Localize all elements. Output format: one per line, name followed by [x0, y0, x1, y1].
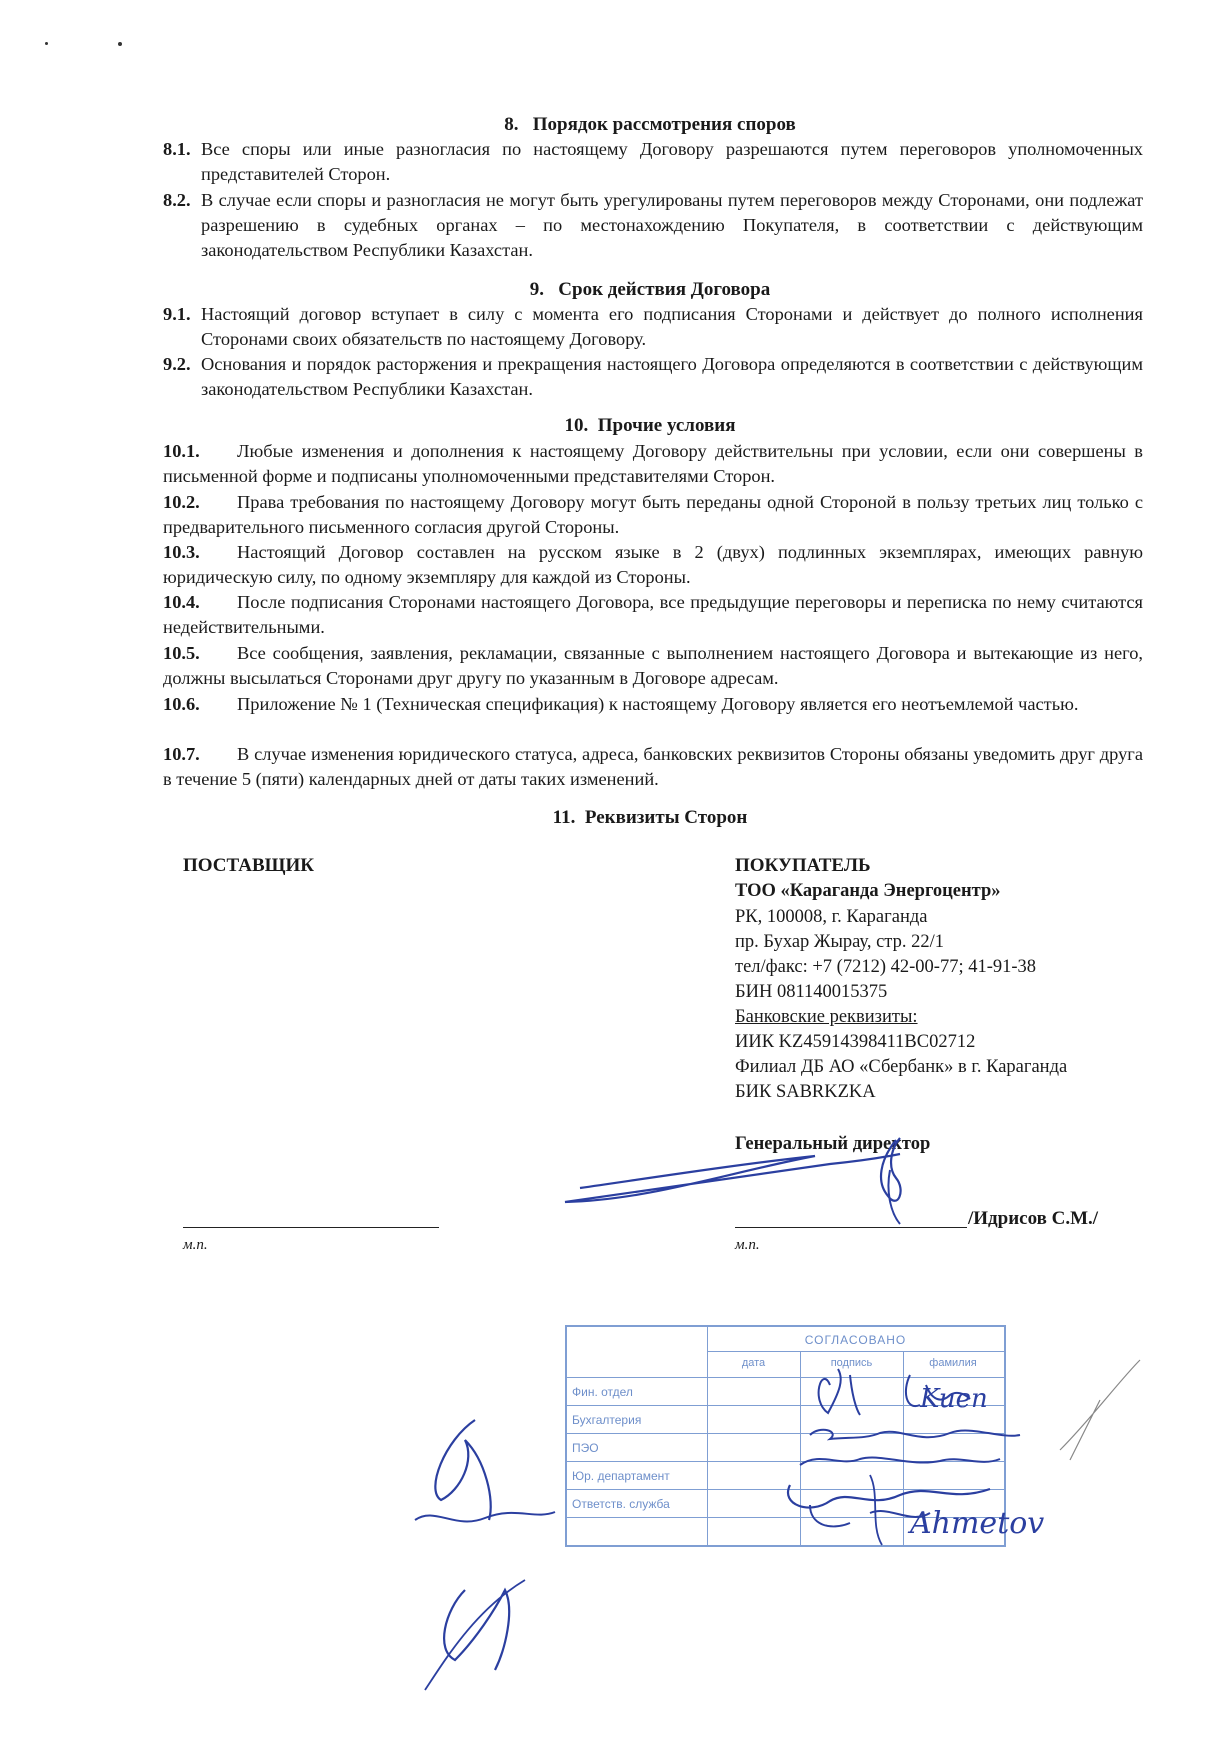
handwritten-surname: Ahmetov — [910, 1506, 1045, 1541]
clause-10-4 — [163, 590, 1143, 640]
section-9-title: 9. Срок действия Договора — [529, 279, 771, 300]
stamp-row-peo: ПЭО — [572, 1441, 599, 1455]
supplier-seal-mark: м.п. — [183, 1237, 208, 1253]
buyer-bank-branch: Филиал ДБ АО «Сбербанк» в г. Караганда — [735, 1057, 1068, 1077]
buyer-company: ТОО «Караганда Энергоцентр» — [735, 881, 1001, 901]
stamp-divider — [707, 1351, 1004, 1352]
pencil-marks — [1040, 1350, 1160, 1470]
left-handwritten-signature — [385, 1410, 585, 1710]
clause-number: 10.4. — [163, 592, 200, 612]
stamp-row-legal: Юр. департамент — [572, 1469, 670, 1483]
buyer-signatory-name: /Идрисов С.М./ — [968, 1208, 1099, 1229]
clause-number: 10.6. — [163, 694, 200, 714]
clause-9-2 — [163, 352, 1143, 402]
buyer-iik: ИИК KZ45914398411BC02712 — [735, 1032, 976, 1052]
clause-10-5 — [163, 641, 1143, 691]
clause-text: В случае если споры и разногласия не могут быть урегулированы путем переговоров между Сторонами, они подлежат разрешению в судебных органах – по местонахождению Покупателя, в соответствии с действующим законодательством Республики Казахстан. — [201, 190, 1143, 260]
buyer-signature-line — [735, 1227, 967, 1228]
stamp-column-date: дата — [741, 1357, 766, 1369]
approval-signatures — [770, 1355, 1070, 1550]
clause-number: 9.1. — [163, 304, 191, 324]
clause-text: Настоящий Договор составлен на русском языке в 2 (двух) подлинных экземплярах, имеющих равную юридическую силу, по одному экземпляру для каждой из Стороны. — [163, 542, 1143, 587]
clause-number: 10.3. — [163, 542, 200, 562]
clause-8-2 — [163, 188, 1143, 263]
clause-10-1 — [163, 439, 1143, 489]
clause-text: Все сообщения, заявления, рекламации, связанные с выполнением настоящего Договора и вытекающие из него, должны высылаться Сторонами друг другу по указанным в Договоре адресам. — [163, 643, 1143, 688]
clause-text: Все споры или иные разногласия по настоящему Договору разрешаются путем переговоров уполномоченных представителей Сторон. — [201, 139, 1143, 184]
stamp-row-responsible: Ответств. служба — [572, 1497, 670, 1511]
clause-text: В случае изменения юридического статуса, адреса, банковских реквизитов Стороны обязаны уведомить друг друга в течение 5 (пяти) календарных дней от даты таких изменений. — [163, 744, 1143, 789]
clause-text: Права требования по настоящему Договору могут быть переданы одной Стороной в пользу третьих лиц только с предварительного письменного согласия другой Стороны. — [163, 492, 1143, 537]
clause-number: 9.2. — [163, 354, 191, 374]
buyer-seal-mark: м.п. — [735, 1237, 760, 1253]
stamp-column-signature: подпись — [830, 1357, 873, 1369]
buyer-heading: ПОКУПАТЕЛЬ — [735, 855, 871, 876]
section-8-title: 8. Порядок рассмотрения споров — [504, 114, 796, 135]
clause-text: Приложение № 1 (Техническая спецификация) к настоящему Договору является его неотъемлемой частью. — [237, 694, 1079, 714]
stamp-column-surname: фамилия — [929, 1357, 977, 1369]
supplier-signature-line — [183, 1227, 439, 1228]
clause-number: 10.5. — [163, 643, 200, 663]
handwritten-surname: Kuen — [920, 1384, 988, 1414]
section-10-title: 10. Прочие условия — [564, 415, 736, 436]
approval-stamp-title: СОГЛАСОВАНО — [804, 1333, 907, 1347]
stamp-row-finance: Фин. отдел — [572, 1385, 633, 1399]
section-11-title: 11. Реквизиты Сторон — [552, 807, 748, 828]
clause-number: 10.1. — [163, 441, 200, 461]
buyer-address-line-1: РК, 100008, г. Караганда — [735, 907, 928, 927]
buyer-address-line-2: пр. Бухар Жырау, стр. 22/1 — [735, 932, 944, 952]
clause-number: 8.2. — [163, 190, 191, 210]
clause-text: Основания и порядок расторжения и прекращения настоящего Договора определяются в соответствии с действующим законодательством Республики Казахстан. — [201, 354, 1143, 399]
clause-10-6 — [163, 692, 1143, 717]
buyer-director-position: Генеральный директор — [735, 1134, 931, 1154]
buyer-bin: БИН 081140015375 — [735, 982, 888, 1002]
scan-speck — [118, 42, 122, 46]
buyer-bank-heading: Банковские реквизиты: — [735, 1007, 918, 1027]
clause-text: Настоящий договор вступает в силу с момента его подписания Сторонами и действует до полного исполнения Сторонами своих обязательств по настоящему Договору. — [201, 304, 1143, 349]
clause-text: После подписания Сторонами настоящего Договора, все предыдущие переговоры и переписка по нему считаются недействительными. — [163, 592, 1143, 637]
supplier-heading: ПОСТАВЩИК — [183, 855, 315, 876]
clause-text: Любые изменения и дополнения к настоящему Договору действительны при условии, если они совершены в письменной форме и подписаны уполномоченными представителями Сторон. — [163, 441, 1143, 486]
director-signature — [560, 1120, 980, 1230]
buyer-phone: тел/факс: +7 (7212) 42-00-77; 41-91-38 — [735, 957, 1037, 977]
buyer-bik: БИК SABRKZKA — [735, 1082, 876, 1102]
clause-number: 8.1. — [163, 139, 191, 159]
clause-10-3 — [163, 540, 1143, 590]
clause-9-1 — [163, 302, 1143, 352]
clause-8-1 — [163, 137, 1143, 187]
stamp-row-accounting: Бухгалтерия — [572, 1413, 642, 1427]
clause-number: 10.2. — [163, 492, 200, 512]
clause-10-7 — [163, 742, 1143, 792]
clause-number: 10.7. — [163, 744, 200, 764]
scan-speck — [45, 42, 48, 45]
clause-10-2 — [163, 490, 1143, 540]
